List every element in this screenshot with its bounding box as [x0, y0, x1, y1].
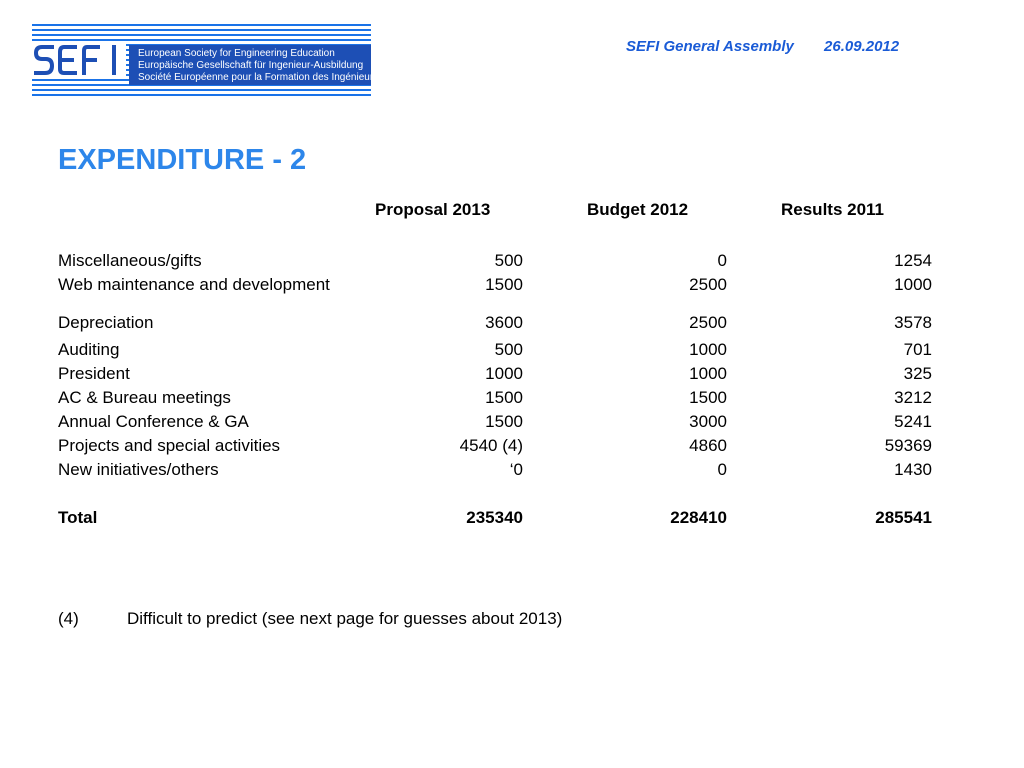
sefi-logo	[32, 24, 379, 97]
proposal-2013-value: 4540 (4)	[459, 436, 523, 455]
table-row	[58, 275, 958, 299]
table-row	[58, 388, 958, 412]
row-label: Web maintenance and development	[58, 275, 330, 294]
total-budget-2012: 228410	[670, 508, 727, 527]
budget-2012-value: 2500	[689, 275, 727, 294]
proposal-2013-value: 3600	[485, 313, 523, 332]
sefi-lettering-graphic	[32, 43, 126, 77]
column-header-results-2011: Results 2011	[781, 200, 885, 219]
row-label: President	[58, 364, 130, 383]
row-label: Projects and special activities	[58, 436, 281, 455]
budget-2012-value: 2500	[689, 313, 727, 332]
budget-2012-value: 1000	[689, 340, 727, 359]
proposal-2013-value: 500	[494, 251, 523, 270]
results-2011-value: 59369	[884, 436, 932, 455]
results-2011-value: 5241	[894, 412, 932, 431]
results-2011-value: 1430	[894, 460, 932, 479]
row-label: Annual Conference & GA	[58, 412, 249, 431]
total-row	[58, 508, 958, 532]
table-row	[58, 364, 958, 388]
results-2011-value: 3578	[894, 313, 932, 332]
logo-line-german: Europäische Gesellschaft für Ingenieur-Ausbildung	[138, 60, 364, 71]
column-header-budget-2012: Budget 2012	[587, 200, 689, 219]
page-title: EXPENDITURE - 2	[58, 144, 307, 176]
results-2011-value: 3212	[894, 388, 932, 407]
logo-line-french: Société Européenne pour la Formation des Ingénieurs	[138, 72, 379, 83]
proposal-2013-value: 1000	[485, 364, 523, 383]
budget-2012-value: 4860	[689, 436, 727, 455]
proposal-2013-value: 1500	[485, 412, 523, 431]
budget-2012-value: 1500	[689, 388, 727, 407]
proposal-2013-value: 1500	[485, 388, 523, 407]
table-row	[58, 340, 958, 364]
header-date: 26.09.2012	[824, 38, 900, 55]
budget-2012-value: 3000	[689, 412, 727, 431]
table-row	[58, 460, 958, 484]
results-2011-value: 1254	[894, 251, 932, 270]
sefi-logo-mark	[32, 43, 126, 77]
row-label: New initiatives/others	[58, 460, 219, 479]
proposal-2013-value: 500	[494, 340, 523, 359]
row-label: Miscellaneous/gifts	[58, 251, 202, 270]
header-event: SEFI General Assembly	[626, 38, 794, 55]
proposal-2013-value: 1500	[485, 275, 523, 294]
budget-2012-value: 0	[717, 251, 727, 270]
column-header-proposal-2013: Proposal 2013	[375, 200, 491, 219]
footnote-mark: (4)	[58, 609, 79, 628]
proposal-2013-value: ‘0	[509, 460, 523, 479]
results-2011-value: 325	[903, 364, 932, 383]
row-label: AC & Bureau meetings	[58, 388, 231, 407]
budget-2012-value: 0	[717, 460, 727, 479]
table-row	[58, 436, 958, 460]
footnote-text: Difficult to predict (see next page for guesses about 2013)	[127, 609, 563, 628]
table-row	[58, 251, 958, 275]
results-2011-value: 701	[903, 340, 932, 359]
footnote	[58, 609, 562, 629]
sefi-logo-text	[129, 45, 379, 85]
logo-line-english: European Society for Engineering Education	[138, 48, 335, 59]
table-row	[58, 313, 958, 337]
row-label: Depreciation	[58, 313, 154, 332]
total-label: Total	[58, 508, 98, 527]
total-proposal-2013: 235340	[466, 508, 523, 527]
table-row	[58, 412, 958, 436]
budget-2012-value: 1000	[689, 364, 727, 383]
row-label: Auditing	[58, 340, 120, 359]
results-2011-value: 1000	[894, 275, 932, 294]
slide-header	[626, 38, 899, 55]
total-results-2011: 285541	[875, 508, 932, 527]
